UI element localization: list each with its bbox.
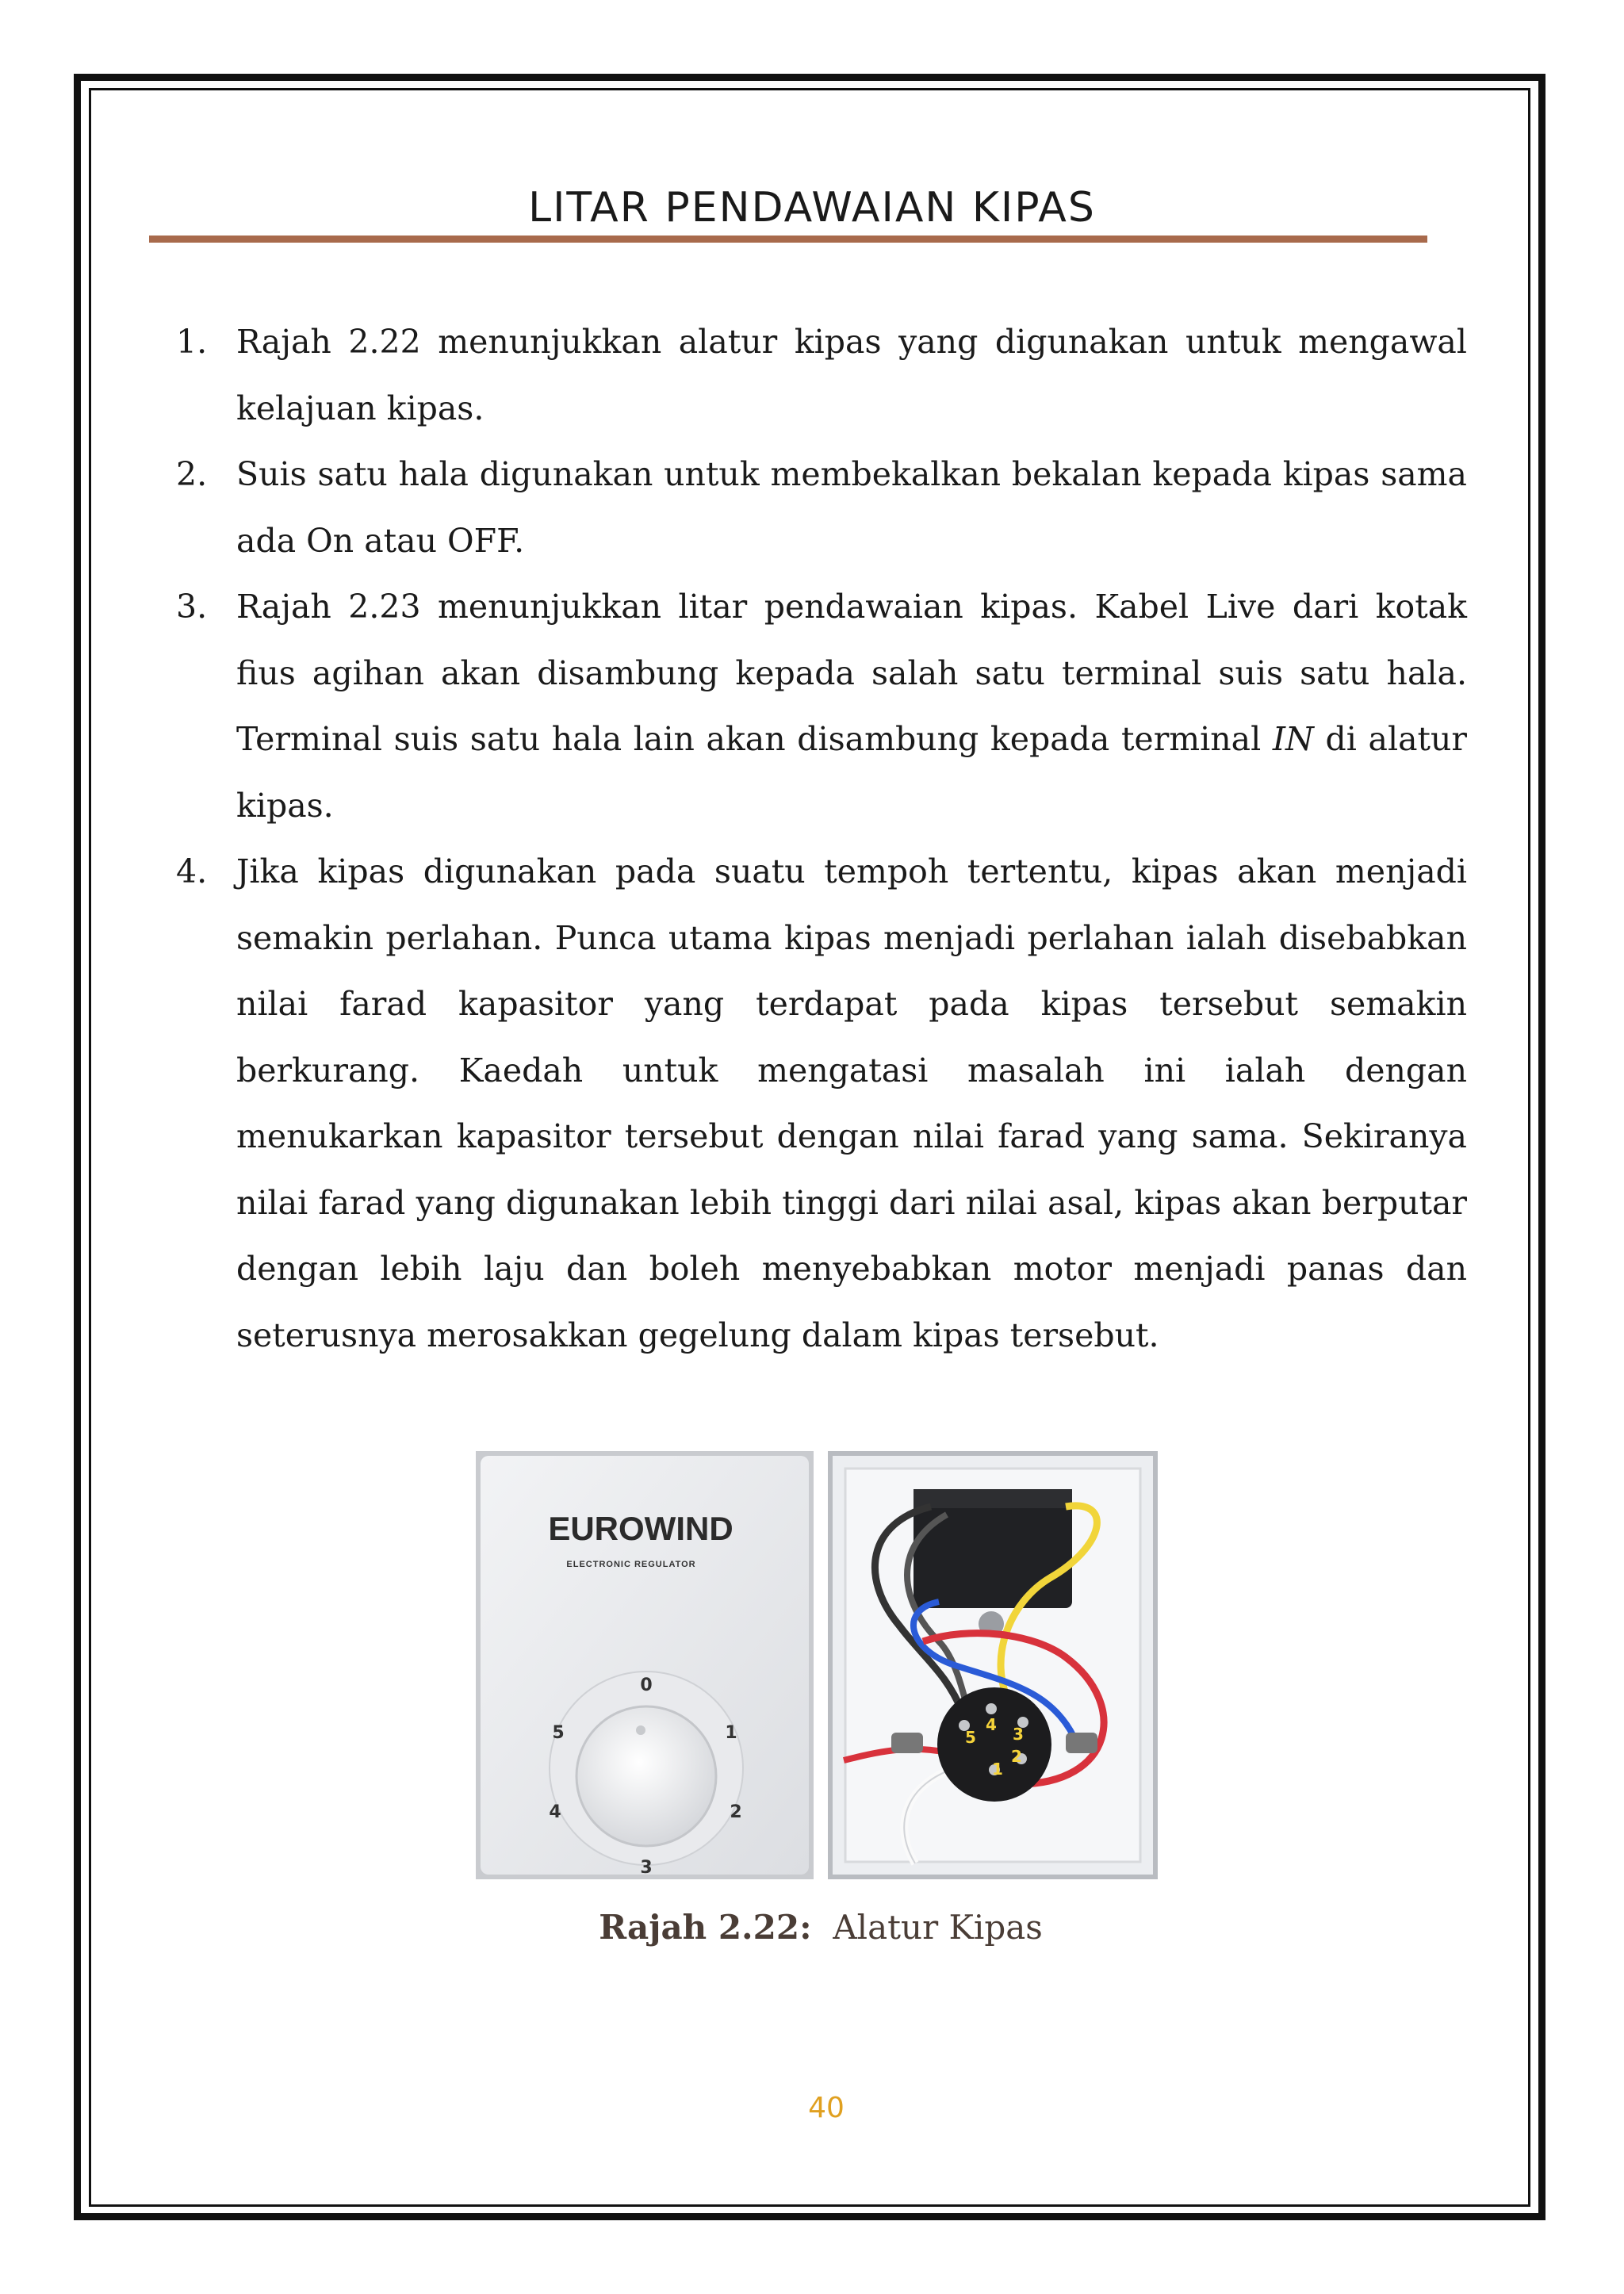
list-item bbox=[176, 574, 1467, 839]
list-text: di alatur kipas. bbox=[236, 720, 1467, 825]
figure-caption bbox=[0, 1908, 1624, 1947]
terminal-label: 4 bbox=[986, 1715, 997, 1734]
list-text: Rajah 2.23 menunjukkan litar pendawaian kipas. Kabel Live dari kotak fius agihan akan disambung kepada salah satu terminal suis satu hala. Terminal suis satu hala lain akan disambung kepada terminal bbox=[236, 588, 1467, 758]
dial-mark: 0 bbox=[640, 1676, 653, 1695]
numbered-list bbox=[176, 309, 1467, 1369]
regulator-inside-photo bbox=[828, 1451, 1158, 1879]
list-text: Rajah 2.22 menunjukkan alatur kipas yang digunakan untuk mengawal kelajuan kipas. bbox=[236, 323, 1467, 427]
list-item bbox=[176, 309, 1467, 442]
title-underline bbox=[149, 236, 1427, 243]
regulator-inside-image bbox=[828, 1451, 1158, 1879]
terminal-label: 3 bbox=[1013, 1725, 1024, 1744]
list-text-emphasis: IN bbox=[1272, 720, 1314, 758]
page-title: LITAR PENDAWAIAN KIPAS bbox=[528, 184, 1096, 232]
list-text: Jika kipas digunakan pada suatu tempoh tertentu, kipas akan menjadi semakin perlahan. Punca utama kipas menjadi perlahan ialah disebabkan nilai farad kapasitor yang terdapat pada kipas tersebut semakin berkurang. Kaedah untuk mengatasi masalah ini ialah dengan menukarkan kapasitor tersebut dengan nilai farad yang sama. Sekiranya nilai farad yang digunakan lebih tinggi dari nilai asal, kipas akan berputar dengan lebih laju dan boleh menyebabkan motor menjadi panas dan seterusnya merosakkan gegelung dalam kipas tersebut. bbox=[236, 852, 1467, 1354]
terminal-label: 1 bbox=[992, 1760, 1003, 1779]
list-number: 4. bbox=[176, 852, 208, 890]
regulator-front-photo bbox=[476, 1451, 814, 1879]
dial-mark: 1 bbox=[725, 1723, 737, 1743]
terminal-label: 5 bbox=[965, 1728, 976, 1747]
list-item bbox=[176, 442, 1467, 574]
figure-fan-regulator bbox=[476, 1451, 1158, 1879]
list-text: Suis satu hala digunakan untuk membekalkan bekalan kepada kipas sama ada On atau OFF. bbox=[236, 455, 1467, 560]
dial-mark: 5 bbox=[552, 1723, 565, 1743]
terminal-label: 2 bbox=[1011, 1747, 1022, 1766]
list-number: 2. bbox=[176, 455, 208, 493]
dial-mark: 3 bbox=[640, 1858, 653, 1878]
dial-mark: 2 bbox=[730, 1802, 742, 1822]
dial-mark: 4 bbox=[549, 1802, 561, 1822]
caption-text: Alatur Kipas bbox=[833, 1908, 1043, 1947]
subtitle-label: ELECTRONIC REGULATOR bbox=[566, 1560, 696, 1569]
list-item bbox=[176, 839, 1467, 1369]
page-number: 40 bbox=[808, 2092, 845, 2124]
list-number: 1. bbox=[176, 323, 208, 361]
caption-label: Rajah 2.22: bbox=[599, 1908, 812, 1947]
list-number: 3. bbox=[176, 588, 208, 626]
regulator-front-image bbox=[476, 1451, 814, 1879]
brand-label: EUROWIND bbox=[548, 1510, 733, 1547]
